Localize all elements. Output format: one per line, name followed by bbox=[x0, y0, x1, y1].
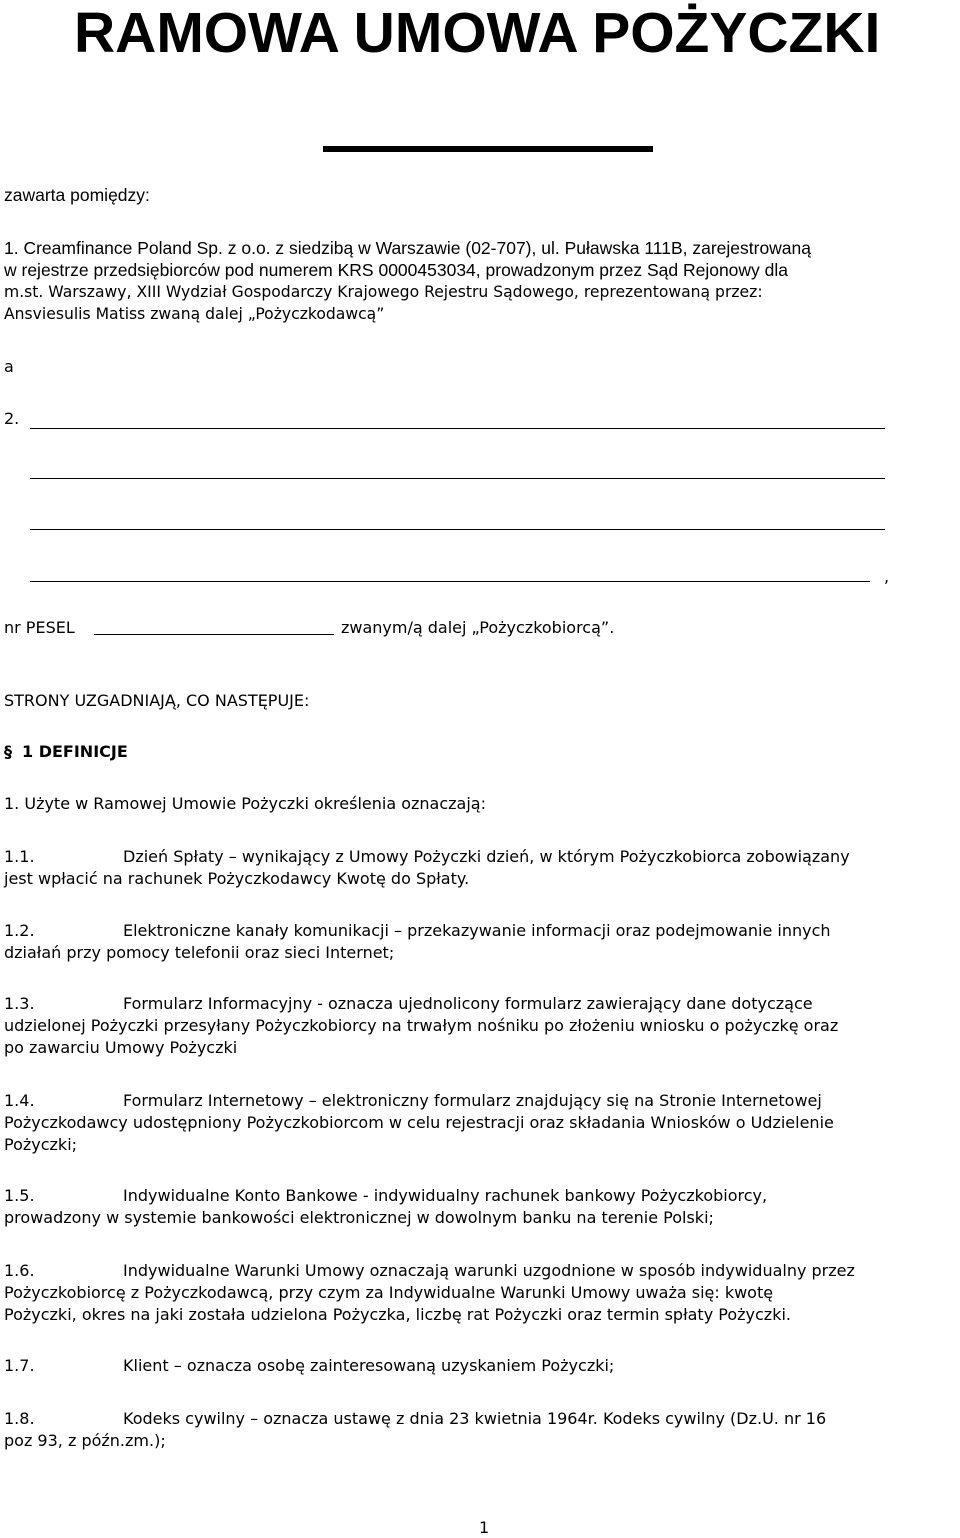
pesel-blank-line bbox=[94, 634, 334, 635]
pesel-suffix: zwanym/ą dalej „Pożyczkobiorcą”. bbox=[341, 618, 615, 637]
party2-blank-line-1 bbox=[30, 428, 885, 429]
party1-line2: w rejestrze przedsiębiorców pod numerem KRS 0000453034, prowadzonym przez Sąd Rejonowy dla bbox=[4, 260, 789, 280]
definition-continuation-line: po zawarciu Umowy Pożyczki bbox=[4, 1038, 238, 1057]
definition-number: 1.8. bbox=[4, 1409, 35, 1428]
definition-first-line: Kodeks cywilny – oznacza ustawę z dnia 23 kwietnia 1964r. Kodeks cywilny (Dz.U. nr 16 bbox=[123, 1409, 827, 1428]
definition-continuation-line: Pożyczkodawcy udostępniony Pożyczkobiorcom w celu rejestracji oraz składania Wniosków o Udzielenie bbox=[4, 1113, 834, 1132]
definition-continuation-line: udzielonej Pożyczki przesyłany Pożyczkobiorcy na trwałym nośniku po złożeniu wniosku o pożyczkę oraz bbox=[4, 1016, 839, 1035]
section-lead: 1. Użyte w Ramowej Umowie Pożyczki określenia oznaczają: bbox=[4, 794, 486, 813]
definition-number: 1.5. bbox=[4, 1186, 35, 1205]
definition-number: 1.2. bbox=[4, 921, 35, 940]
definition-continuation bbox=[4, 1282, 934, 1326]
definition-continuation-line: Pożyczki; bbox=[4, 1135, 78, 1154]
party2-blank-line-2 bbox=[30, 478, 885, 479]
definition-number: 1.3. bbox=[4, 994, 35, 1013]
conjunction-text: a bbox=[4, 357, 14, 376]
definition-continuation-line: działań przy pomocy telefonii oraz sieci Internet; bbox=[4, 943, 395, 962]
intro-text: zawarta pomiędzy: bbox=[4, 185, 150, 205]
definition-continuation bbox=[4, 942, 934, 964]
definition-number: 1.4. bbox=[4, 1091, 35, 1110]
party1-line4: Ansviesulis Matiss zwaną dalej „Pożyczkodawcą” bbox=[4, 305, 385, 323]
party1-line1: 1. Creamfinance Poland Sp. z o.o. z siedzibą w Warszawie (02-707), ul. Puławska 111B, zarejestrowaną bbox=[4, 238, 812, 258]
agreement-line: STRONY UZGADNIAJĄ, CO NASTĘPUJE: bbox=[4, 691, 310, 710]
definition-continuation-line: poz 93, z późn.zm.); bbox=[4, 1431, 166, 1450]
definition-number: 1.1. bbox=[4, 847, 35, 866]
document-title: RAMOWA UMOWA POŻYCZKI bbox=[74, 1, 881, 65]
section-heading: 1 DEFINICJE bbox=[22, 742, 128, 761]
definition-number: 1.6. bbox=[4, 1261, 35, 1280]
party2-number: 2. bbox=[4, 409, 20, 428]
definition-first-line: Indywidualne Konto Bankowe - indywidualny rachunek bankowy Pożyczkobiorcy, bbox=[123, 1186, 768, 1205]
title-underline bbox=[323, 146, 653, 152]
definition-first-line: Formularz Internetowy – elektroniczny formularz znajdujący się na Stronie Internetowej bbox=[123, 1091, 822, 1110]
definition-first-line: Formularz Informacyjny - oznacza ujednolicony formularz zawierający dane dotyczące bbox=[123, 994, 813, 1013]
party2-blank-line-4 bbox=[30, 581, 870, 582]
pesel-label: nr PESEL bbox=[4, 618, 75, 637]
definition-first-line: Indywidualne Warunki Umowy oznaczają warunki uzgodnione w sposób indywidualny przez bbox=[123, 1261, 855, 1280]
party2-comma: , bbox=[884, 567, 890, 586]
definition-number: 1.7. bbox=[4, 1356, 35, 1375]
definition-continuation bbox=[4, 1430, 934, 1452]
definition-first-line: Elektroniczne kanały komunikacji – przekazywanie informacji oraz podejmowanie innych bbox=[123, 921, 831, 940]
definition-continuation bbox=[4, 868, 934, 890]
definition-continuation-line: prowadzony w systemie bankowości elektronicznej w dowolnym banku na terenie Polski; bbox=[4, 1208, 714, 1227]
page-number: 1 bbox=[479, 1518, 490, 1537]
definition-continuation-line: jest wpłacić na rachunek Pożyczkodawcy Kwotę do Spłaty. bbox=[4, 869, 470, 888]
definition-continuation-line: Pożyczki, okres na jaki została udzielona Pożyczka, liczbę rat Pożyczki oraz termin spłaty Pożyczki. bbox=[4, 1305, 791, 1324]
definition-continuation bbox=[4, 1112, 934, 1156]
definition-first-line: Klient – oznacza osobę zainteresowaną uzyskaniem Pożyczki; bbox=[123, 1356, 615, 1375]
section-symbol: § bbox=[4, 742, 12, 761]
definition-continuation-line: Pożyczkobiorcę z Pożyczkodawcą, przy czym za Indywidualne Warunki Umowy uważa się: kwotę bbox=[4, 1283, 774, 1302]
definition-first-line: Dzień Spłaty – wynikający z Umowy Pożyczki dzień, w którym Pożyczkobiorca zobowiązany bbox=[123, 847, 850, 866]
party1-line3-text: m.st. Warszawy, XIII Wydział Gospodarczy Krajowego Rejestru Sądowego, reprezentowaną przez: bbox=[4, 283, 763, 301]
definition-continuation bbox=[4, 1207, 934, 1229]
definition-continuation bbox=[4, 1015, 934, 1059]
party2-blank-line-3 bbox=[30, 529, 885, 530]
